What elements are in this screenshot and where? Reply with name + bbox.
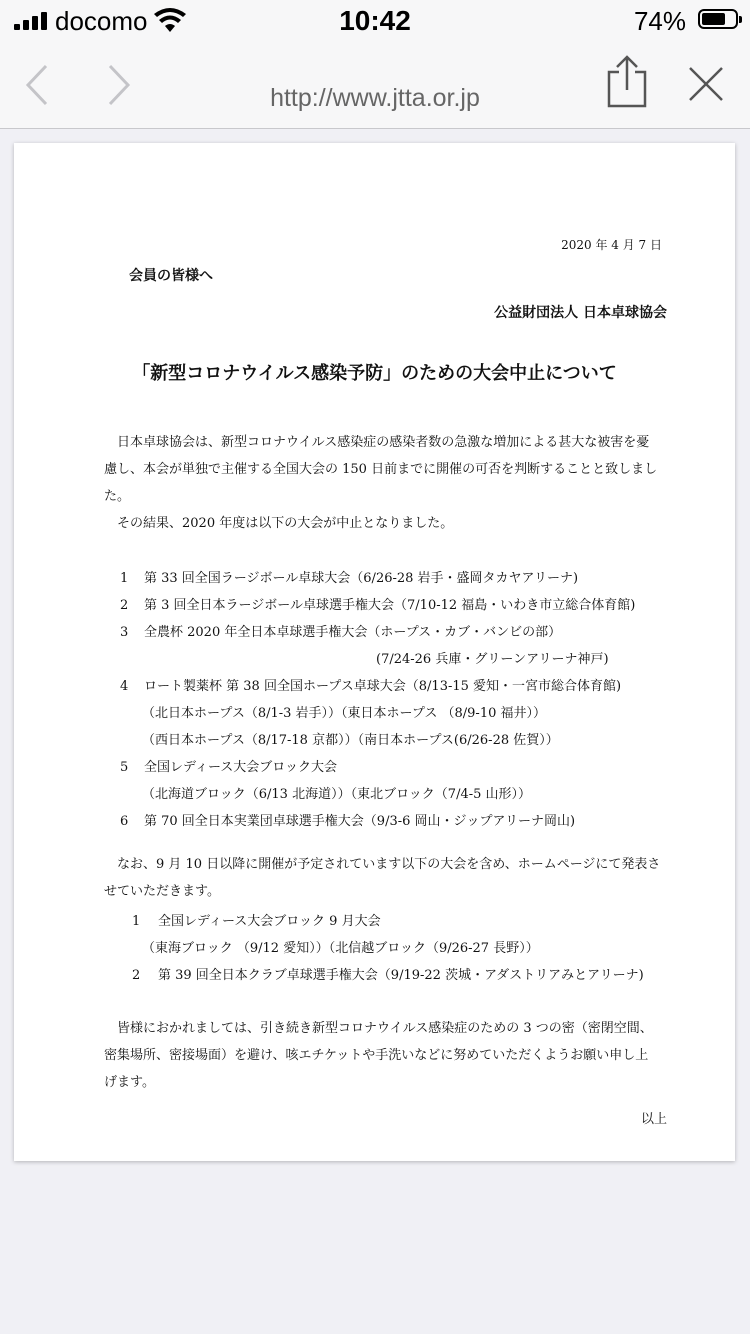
future-paragraph bbox=[104, 851, 674, 905]
list-item: 2 第 39 回全日本クラブ卓球選手権大会（9/19-22 茨城・アダストリアみとアリーナ) bbox=[132, 968, 644, 983]
status-bar bbox=[0, 0, 750, 40]
future-line: せていただきます。 bbox=[104, 884, 220, 899]
intro-line: 慮し、本会が単独で主催する全国大会の 150 日前までに開催の可否を判断することと致しまし bbox=[104, 462, 658, 477]
addressee: 会員の皆様へ bbox=[129, 268, 213, 284]
list-item: 4 ロート製薬杯 第 38 回全国ホープス卓球大会（8/13-15 愛知・一宮市総合体育館) bbox=[120, 679, 622, 694]
document-date: 2020 年 4 月 7 日 bbox=[561, 238, 662, 252]
carrier-name: docomo bbox=[55, 6, 148, 36]
intro-line: 日本卓球協会は、新型コロナウイルス感染症の感染者数の急激な増加による甚大な被害を憂 bbox=[117, 435, 650, 450]
share-icon bbox=[597, 52, 657, 112]
closing-mark: 以上 bbox=[640, 1112, 667, 1127]
list-item: 5 全国レディース大会ブロック大会 bbox=[120, 760, 338, 775]
request-line: げます。 bbox=[104, 1075, 155, 1090]
request-line: 密集場所、密接場面）を避け、咳エチケットや手洗いなどに努めていただくようお願い申し上 bbox=[104, 1048, 649, 1063]
result-paragraph: その結果、2020 年度は以下の大会が中止となりました。 bbox=[117, 516, 454, 531]
list-item: 6 第 70 回全日本実業団卓球選手権大会（9/3-6 岡山・ジップアリーナ岡山) bbox=[120, 814, 576, 829]
intro-line: た。 bbox=[104, 489, 131, 504]
future-line: なお、9 月 10 日以降に開催が予定されています以下の大会を含め、ホームページにて発表さ bbox=[117, 857, 661, 872]
list-item: (7/24-26 兵庫・グリーンアリーナ神戸) bbox=[376, 652, 609, 667]
list-item: （東海ブロック （9/12 愛知））（北信越ブロック（9/26-27 長野）） bbox=[142, 941, 539, 956]
share-button[interactable] bbox=[597, 52, 657, 112]
list-item: （北海道ブロック（6/13 北海道））（東北ブロック（7/4-5 山形）） bbox=[142, 787, 532, 802]
close-icon bbox=[676, 52, 736, 112]
request-line: 皆様におかれましては、引き続き新型コロナウイルス感染症のための 3 つの密（密閉空間、 bbox=[117, 1021, 653, 1036]
list-item: 1 第 33 回全国ラージボール卓球大会（6/26-28 岩手・盛岡タカヤアリーナ) bbox=[120, 571, 579, 586]
list-item: （北日本ホープス（8/1-3 岩手））（東日本ホープス （8/9-10 福井）） bbox=[142, 706, 546, 721]
list-item: 3 全農杯 2020 年全日本卓球選手権大会（ホープス・カブ・バンビの部） bbox=[120, 625, 562, 640]
url-label[interactable]: http://www.jtta.or.jp bbox=[270, 84, 480, 112]
clock: 10:42 bbox=[339, 5, 411, 36]
intro-paragraph bbox=[104, 429, 674, 510]
issuer: 公益財団法人 日本卓球協会 bbox=[494, 305, 667, 321]
battery-icon bbox=[698, 9, 738, 29]
list-item: 2 第 3 回全日本ラージボール卓球選手権大会（7/10-12 福島・いわき市立総合体育館) bbox=[120, 598, 636, 613]
browser-toolbar bbox=[0, 40, 750, 129]
document-title: 「新型コロナウイルス感染予防」のための大会中止について bbox=[132, 363, 617, 384]
close-button[interactable] bbox=[676, 52, 736, 112]
request-paragraph bbox=[104, 1015, 674, 1096]
document-page[interactable] bbox=[14, 143, 735, 1161]
battery-percentage: 74% bbox=[633, 6, 686, 36]
list-item: （西日本ホープス（8/17-18 京都））（南日本ホープス(6/26-28 佐賀）） bbox=[142, 733, 559, 748]
list-item: 1 全国レディース大会ブロック 9 月大会 bbox=[132, 914, 381, 929]
